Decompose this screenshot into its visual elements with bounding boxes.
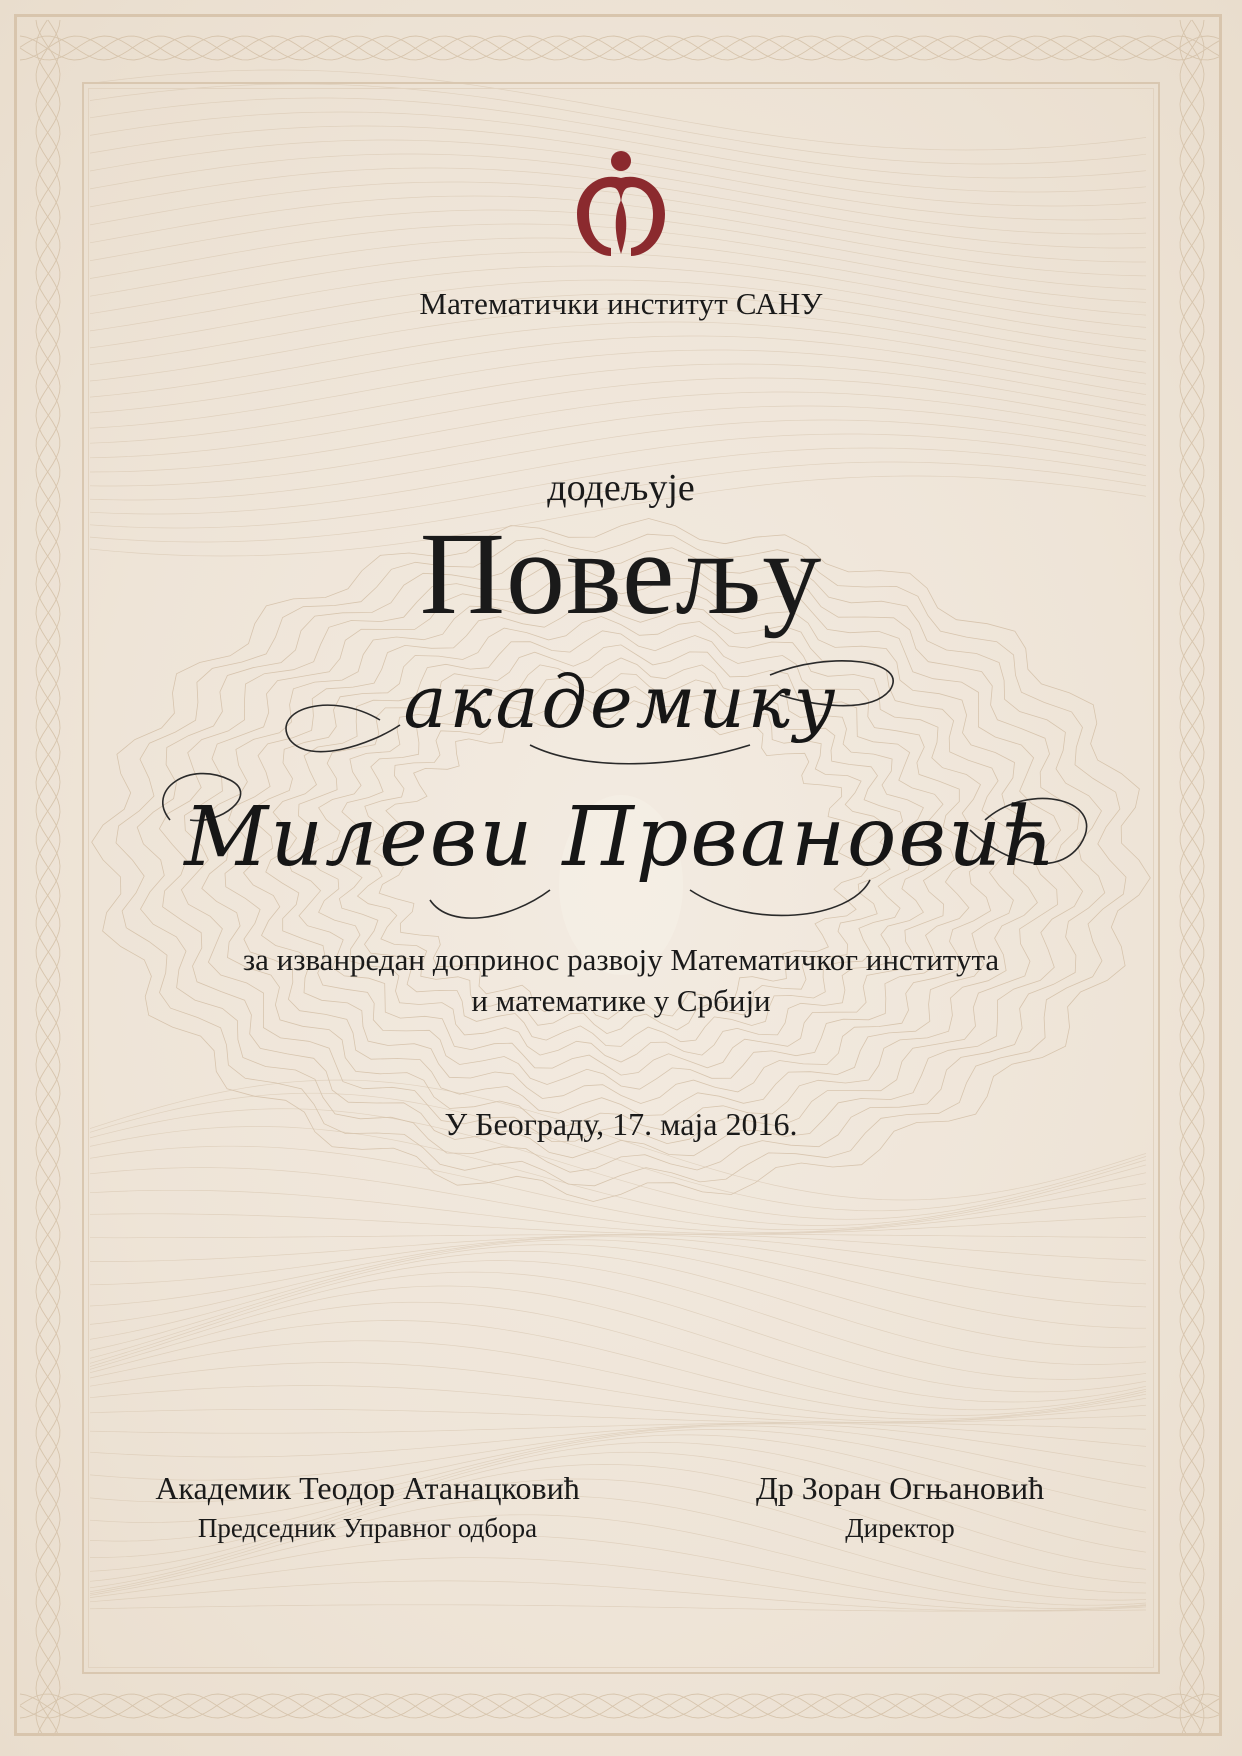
- signatory-name: Академик Теодор Атанацковић: [155, 1470, 580, 1506]
- reason-line-2: и математике у Србији: [471, 983, 771, 1018]
- signature-block-chairman: [110, 1470, 625, 1544]
- institute-logo-icon: [571, 150, 671, 262]
- signature-block-director: [690, 1470, 1110, 1544]
- signatory-role: Директор: [845, 1513, 955, 1543]
- recipient-title: академику: [403, 660, 839, 744]
- place-and-date: У Београду, 17. маја 2016.: [444, 1106, 798, 1142]
- signatory-role: Председник Управног одбора: [197, 1513, 538, 1543]
- certificate-title: Повељу: [419, 508, 823, 639]
- awards-line: додељује: [547, 467, 695, 509]
- recipient-name: Милеви Првановић: [184, 790, 1058, 885]
- institute-name: Математички институт САНУ: [419, 286, 823, 321]
- signatory-name: Др Зоран Огњановић: [755, 1470, 1045, 1506]
- reason-line-1: за изванредан допринос развоју Математичког института: [242, 942, 1000, 977]
